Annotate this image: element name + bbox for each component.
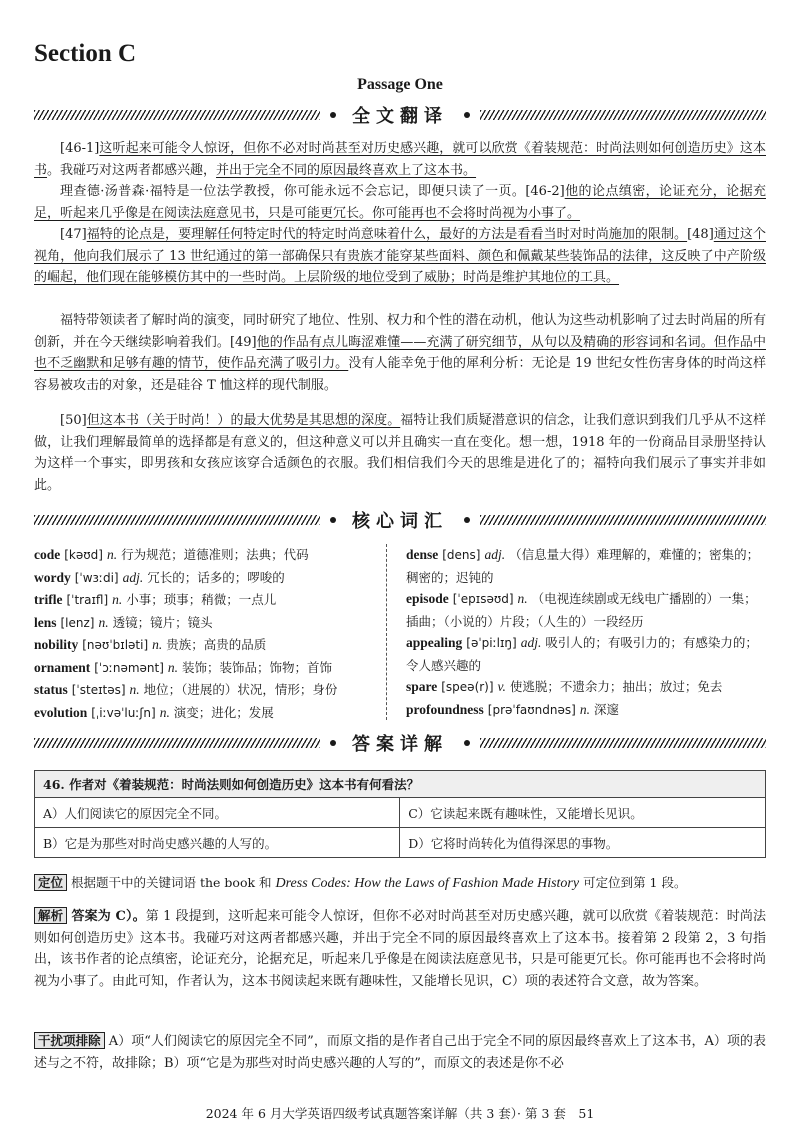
question-marker: [46-2] xyxy=(525,184,565,199)
vocab-entry: wordy [ˈwɜːdi] adj. 冗长的；话多的；啰唆的 xyxy=(34,569,285,585)
banner-hatch xyxy=(480,738,766,748)
locate-tag: 定位 xyxy=(34,874,67,891)
bullet-icon xyxy=(464,740,470,746)
vocab-banner xyxy=(34,508,766,532)
banner-hatch xyxy=(34,738,320,748)
option-d: D）它将时尚转化为值得深思的事物。 xyxy=(400,828,766,858)
answers-banner xyxy=(34,731,766,755)
question-marker: [47] xyxy=(60,227,87,242)
underlined-text: 通过这个视角，他向我们展示了 13 世纪通过的第一部确保只有贵族才能穿某些面料、颜色和佩戴某些装饰品的法律，这反映了中产阶级的崛起，他们现在能够模仿其中的一些时尚。上层阶级的地位受到了威胁；时尚是维护其地位的工具。 xyxy=(34,227,766,285)
banner-hatch xyxy=(34,110,320,120)
translation-banner-label: 全文翻译 xyxy=(352,106,448,127)
banner-hatch xyxy=(480,110,766,120)
vocab-divider xyxy=(386,544,387,720)
vocab-entry: evolution [ˌiːvəˈluːʃn] n. 演变；进化；发展 xyxy=(34,704,274,720)
vocab-entry: profoundness [prəˈfaʊndnəs] n. 深邃 xyxy=(406,701,619,717)
vocab-entry: episode [ˈepɪsəʊd] n. （电视连续剧或无线电广播剧的）一集；插曲；（小说的）片段；（人生的）一段经历 xyxy=(406,591,757,629)
vocab-column-left xyxy=(34,544,394,724)
vocab-entry: trifle [ˈtraɪfl] n. 小事；琐事；稍微；一点儿 xyxy=(34,592,277,607)
question-marker: [48] xyxy=(687,227,714,242)
banner-hatch xyxy=(34,515,320,525)
section-title: Section C xyxy=(34,40,137,67)
underlined-text: 他的论点缜密，论证充分，论据充足，听起来几乎像是在阅读法庭意见书，只是可能更冗长。你可能再也不会将时尚视为小事了。 xyxy=(34,184,766,221)
bullet-icon xyxy=(464,517,470,523)
locate-paragraph: 定位 根据题干中的关键词语 the book 和 Dress Codes: How the Laws of Fashion Made History 可定位到第 1 段。 xyxy=(34,872,766,895)
question-marker: [50] xyxy=(60,413,87,428)
bullet-icon xyxy=(464,112,470,118)
explain-tag: 解析 xyxy=(34,907,67,924)
translation-paragraph-1: [46-1]这听起来可能令人惊讶，但你不必对时尚甚至对历史感兴趣，就可以欣赏《着装规范：时尚法则如何创造历史》这本书。我碰巧对这两者都感兴趣，并出于完全不同的原因最终喜欢上了这本书。 xyxy=(34,141,766,178)
underlined-text: 福特的论点是，要理解任何特定时代的特定时尚意味着什么，最好的方法是看看当时对时尚施加的限制。 xyxy=(86,227,688,242)
vocab-entry: appealing [əˈpiːlɪŋ] adj. 吸引人的；有吸引力的；有感染力的；令人感兴趣的 xyxy=(406,635,758,673)
question-marker: [49] xyxy=(229,334,257,350)
underlined-text: 但这本书（关于时尚！）的最大优势是其思想的深度。 xyxy=(86,413,401,428)
vocab-entry: lens [lenz] n. 透镜；镜片；镜头 xyxy=(34,614,213,630)
underlined-text: 并出于完全不同的原因最终喜欢上了这本书。 xyxy=(216,162,477,178)
bullet-icon xyxy=(330,740,336,746)
question-marker: [46-1] xyxy=(60,141,100,156)
option-c: C）它读起来既有趣味性，又能增长见识。 xyxy=(400,798,766,828)
vocab-entry: dense [dens] adj. （信息量大得）难理解的，难懂的；密集的；稠密的；迟钝的 xyxy=(406,547,760,585)
passage-title: Passage One xyxy=(357,76,443,93)
vocab-entry: spare [speə(r)] v. 使逃脱；不遗余力；抽出；放过；免去 xyxy=(406,679,723,694)
vocab-banner-label: 核心词汇 xyxy=(352,511,448,532)
answers-banner-label: 答案详解 xyxy=(352,734,448,755)
bullet-icon xyxy=(330,112,336,118)
translation-banner xyxy=(34,103,766,127)
question-stem: 46. 作者对《着装规范：时尚法则如何创造历史》这本书有何看法？ xyxy=(35,771,766,798)
question-table xyxy=(34,770,766,858)
translation-paragraph-4: 福特带领读者了解时尚的演变，同时研究了地位、性别、权力和个性的潜在动机，他认为这些动机影响了过去时尚届的所有创新，并在今天继续影响着我们。[49]他的作品有点儿晦涩难懂——充满了研究细节，从句以及精确的形容词和名词。但作品中也不乏幽默和足够有趣的情节，使作品充满了吸引力。没有人能幸免于他的犀利分析：无论是 19 世纪女性伤害身体的时尚这样容易被攻击的对象，还是硅谷 T 恤这样的现代制服。 xyxy=(34,313,766,393)
distractor-tag: 干扰项排除 xyxy=(34,1032,105,1049)
distractor-paragraph: 干扰项排除 A）项“人们阅读它的原因完全不同”，而原文指的是作者自己出于完全不同的原因最终喜欢上了这本书，A）项的表述与之不符，故排除；B）项“它是为那些对时尚史感兴趣的人写的”，而原文的表述是你不必 xyxy=(34,1033,766,1071)
banner-hatch xyxy=(480,515,766,525)
vocab-entry: nobility [nəʊˈbɪləti] n. 贵族；高贵的品质 xyxy=(34,637,267,652)
vocab-entry: code [kəʊd] n. 行为规范；道德准则；法典；代码 xyxy=(34,547,309,562)
translation-paragraph-3 xyxy=(34,224,766,289)
translation-paragraph-5: [50]但这本书（关于时尚！）的最大优势是其思想的深度。福特让我们质疑潜意识的信念，让我们意识到我们几乎从不这样做，让我们理解最简单的选择都是有意义的，但这种意义可以并且确实一直在变化。想一想，1918 年的一份商品目录册坚持认为这样一个事实，即男孩和女孩应该穿合适颜色的衣服。我们相信我们今天的思维是进化了的；福特向我们展示了事实并非如此。 xyxy=(34,413,766,493)
underlined-text: 这听起来可能令人惊讶，但你不必对时尚甚至对历史感兴趣，就可以欣赏《着装规范：时尚法则如何创造历史》这本书 xyxy=(34,141,766,178)
answer-label: 答案为 C）。 xyxy=(71,909,146,924)
vocab-column-right xyxy=(406,544,766,724)
option-b: B）它是为那些对时尚史感兴趣的人写的。 xyxy=(35,828,400,858)
explain-paragraph: 解析 答案为 C）。第 1 段提到，这听起来可能令人惊讶，但你不必对时尚甚至对历史感兴趣，就可以欣赏《着装规范：时尚法则如何创造历史》这本书。我碰巧对这两者都感兴趣，并出于完全不同的原因最终喜欢上了这本书。接着第 2 段第 2，3 句指出，该书作者的论点缜密，论证充分，论据充足，听起来几乎像是在阅读法庭意见书，只是可能更冗长。你可能再也不会将时尚视为小事了。由此可知，作者认为，这本书阅读起来既有趣味性，又能增长见识，C）项的表述符合文意，故为答案。 xyxy=(34,908,766,989)
option-a: A）人们阅读它的原因完全不同。 xyxy=(35,798,400,828)
underlined-text: 他的作品有点儿晦涩难懂——充满了研究细节，从句以及精确的形容词和名词。但作品中也不乏幽默和足够有趣的情节，使作品充满了吸引力。 xyxy=(34,334,766,371)
bullet-icon xyxy=(330,517,336,523)
page-footer: 2024 年 6 月大学英语四级考试真题答案详解（共 3 套）· 第 3 套 51 xyxy=(205,1106,595,1121)
vocab-entry: ornament [ˈɔːnəmənt] n. 装饰；装饰品；饰物；首饰 xyxy=(34,659,333,675)
vocab-list xyxy=(34,544,766,724)
translation-paragraph-2: 理查德·汤普森·福特是一位法学教授，你可能永远不会忘记，即便只读了一页。[46-2]他的论点缜密，论证充分，论据充足，听起来几乎像是在阅读法庭意见书，只是可能更冗长。你可能再也不会将时尚视为小事了。 xyxy=(34,184,766,221)
vocab-entry: status [ˈsteɪtəs] n. 地位；（进展的）状况，情形；身份 xyxy=(34,682,338,697)
book-title: Dress Codes: How the Laws of Fashion Made History xyxy=(275,876,580,891)
